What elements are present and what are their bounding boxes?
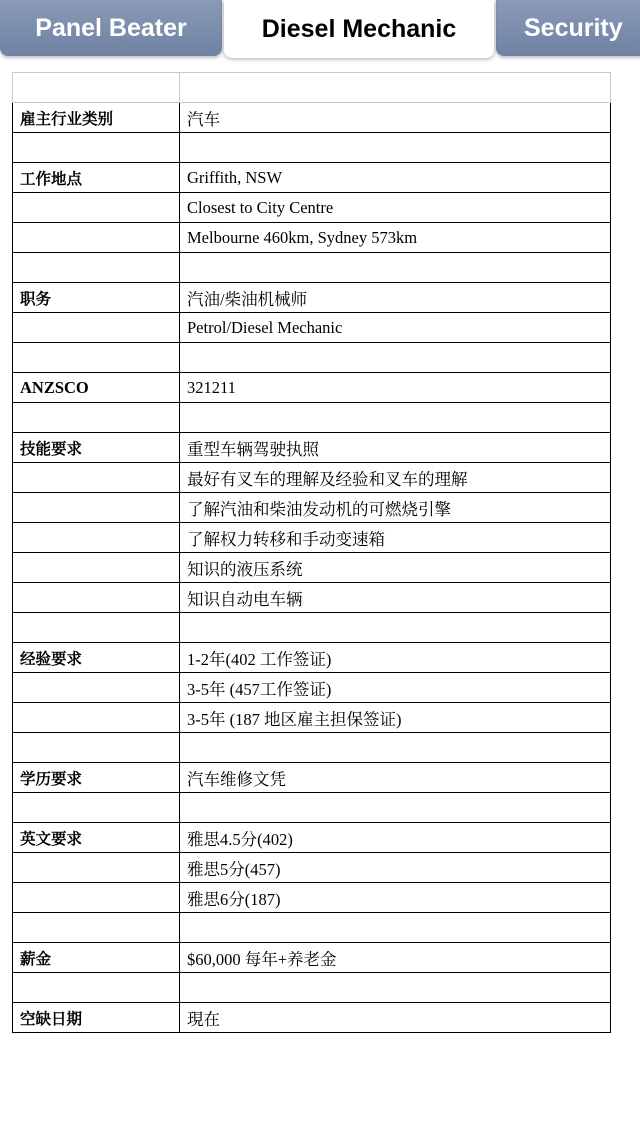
table-row xyxy=(13,643,611,673)
tab-diesel-mechanic[interactable]: Diesel Mechanic xyxy=(224,0,494,58)
row-label xyxy=(13,73,180,103)
row-value: 知识的液压系统 xyxy=(180,553,611,583)
row-label xyxy=(13,463,180,493)
row-label xyxy=(13,403,180,433)
table-row xyxy=(13,943,611,973)
table-row xyxy=(13,103,611,133)
job-details-table xyxy=(12,72,611,1033)
row-label xyxy=(13,553,180,583)
table-row xyxy=(13,433,611,463)
table-row xyxy=(13,403,611,433)
table-row xyxy=(13,133,611,163)
row-value xyxy=(180,73,611,103)
row-value: 了解汽油和柴油发动机的可燃烧引擎 xyxy=(180,493,611,523)
table-row xyxy=(13,463,611,493)
table-row xyxy=(13,973,611,1003)
row-label xyxy=(13,733,180,763)
row-value: 重型车辆驾驶执照 xyxy=(180,433,611,463)
tab-panel-beater[interactable]: Panel Beater xyxy=(0,0,222,56)
row-value: 現在 xyxy=(180,1003,611,1033)
row-label xyxy=(13,493,180,523)
row-label xyxy=(13,583,180,613)
row-value: 3-5年 (457工作签证) xyxy=(180,673,611,703)
row-label xyxy=(13,343,180,373)
table-row xyxy=(13,493,611,523)
table-row xyxy=(13,673,611,703)
row-value: 3-5年 (187 地区雇主担保签证) xyxy=(180,703,611,733)
table-row xyxy=(13,853,611,883)
row-label: 空缺日期 xyxy=(13,1003,180,1033)
table-row xyxy=(13,1003,611,1033)
table-row xyxy=(13,793,611,823)
row-value: 最好有叉车的理解及经验和叉车的理解 xyxy=(180,463,611,493)
row-label xyxy=(13,793,180,823)
row-label xyxy=(13,613,180,643)
row-value: 汽车 xyxy=(180,103,611,133)
row-value: Closest to City Centre xyxy=(180,193,611,223)
table-row xyxy=(13,763,611,793)
row-label xyxy=(13,913,180,943)
table-row xyxy=(13,703,611,733)
table-row xyxy=(13,613,611,643)
table-row xyxy=(13,223,611,253)
row-value: 汽油/柴油机械师 xyxy=(180,283,611,313)
row-label xyxy=(13,973,180,1003)
table-row xyxy=(13,583,611,613)
row-value xyxy=(180,343,611,373)
row-label xyxy=(13,133,180,163)
table-row xyxy=(13,313,611,343)
row-value xyxy=(180,403,611,433)
row-value xyxy=(180,973,611,1003)
row-label: ANZSCO xyxy=(13,373,180,403)
row-label xyxy=(13,223,180,253)
row-value xyxy=(180,133,611,163)
row-value: Griffith, NSW xyxy=(180,163,611,193)
row-value: Melbourne 460km, Sydney 573km xyxy=(180,223,611,253)
row-value: 了解权力转移和手动变速箱 xyxy=(180,523,611,553)
row-value: 汽车维修文凭 xyxy=(180,763,611,793)
tab-security[interactable]: Security xyxy=(496,0,640,56)
row-value: $60,000 每年+养老金 xyxy=(180,943,611,973)
table-row xyxy=(13,283,611,313)
table-row xyxy=(13,553,611,583)
row-label: 工作地点 xyxy=(13,163,180,193)
row-value: Petrol/Diesel Mechanic xyxy=(180,313,611,343)
row-label xyxy=(13,253,180,283)
row-label: 学历要求 xyxy=(13,763,180,793)
row-label xyxy=(13,193,180,223)
row-value xyxy=(180,253,611,283)
row-value: 知识自动电车辆 xyxy=(180,583,611,613)
row-value xyxy=(180,913,611,943)
row-value: 321211 xyxy=(180,373,611,403)
table-row xyxy=(13,343,611,373)
row-value xyxy=(180,793,611,823)
row-label xyxy=(13,883,180,913)
tab-bar xyxy=(0,0,640,62)
row-label: 技能要求 xyxy=(13,433,180,463)
table-row xyxy=(13,163,611,193)
row-value: 1-2年(402 工作签证) xyxy=(180,643,611,673)
row-label: 雇主行业类别 xyxy=(13,103,180,133)
row-value: 雅思5分(457) xyxy=(180,853,611,883)
row-label xyxy=(13,523,180,553)
table-row xyxy=(13,733,611,763)
row-label xyxy=(13,673,180,703)
row-label xyxy=(13,703,180,733)
row-value xyxy=(180,613,611,643)
table-row xyxy=(13,883,611,913)
table-row xyxy=(13,523,611,553)
row-value xyxy=(180,733,611,763)
table-row xyxy=(13,823,611,853)
row-label: 经验要求 xyxy=(13,643,180,673)
table-row xyxy=(13,253,611,283)
row-label: 薪金 xyxy=(13,943,180,973)
table-row xyxy=(13,73,611,103)
row-label: 英文要求 xyxy=(13,823,180,853)
table-row xyxy=(13,193,611,223)
row-label xyxy=(13,853,180,883)
table-row xyxy=(13,913,611,943)
table-row xyxy=(13,373,611,403)
row-label: 职务 xyxy=(13,283,180,313)
row-label xyxy=(13,313,180,343)
row-value: 雅思4.5分(402) xyxy=(180,823,611,853)
row-value: 雅思6分(187) xyxy=(180,883,611,913)
